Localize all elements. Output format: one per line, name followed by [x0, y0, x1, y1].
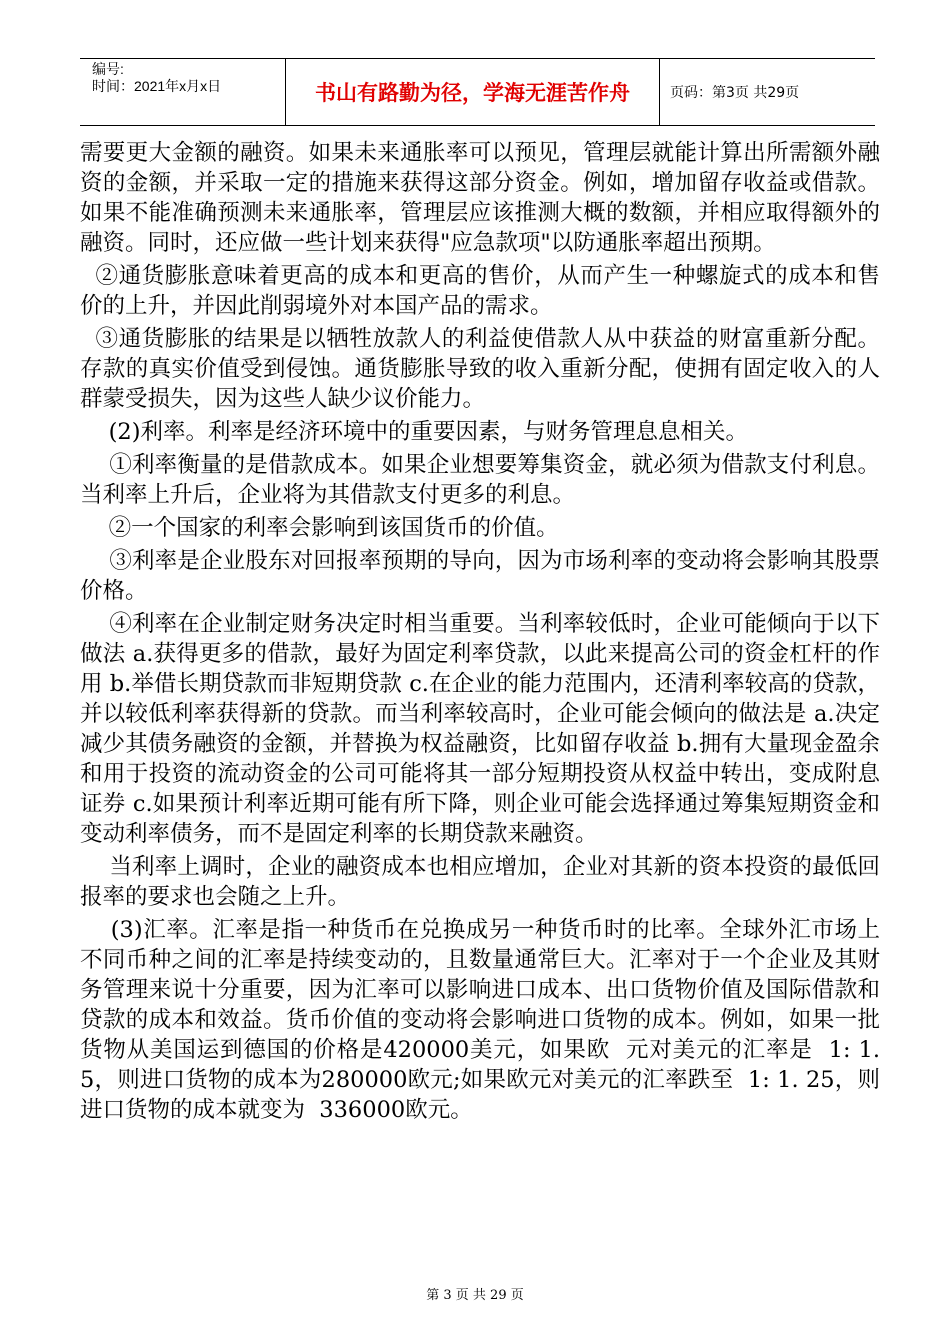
- paragraph: ③利率是企业股东对回报率预期的导向，因为市场利率的变动将会影响其股票价格。: [80, 548, 880, 604]
- paragraph: ③通货膨胀的结果是以牺牲放款人的利益使借款人从中获益的财富重新分配。存款的真实价值受到侵蚀。通货膨胀导致的收入重新分配，使拥有固定收入的人群蒙受损失，因为这些人缺少议价能力。: [80, 326, 880, 412]
- page-header: [80, 58, 875, 126]
- document-body: [80, 138, 888, 1128]
- paragraph: ④利率在企业制定财务决定时相当重要。当利率较低时，企业可能倾向于以下做法 a.获得更多的借款，最好为固定利率贷款，以此来提高公司的资金杠杆的作用 b.举借长期贷款而非短期贷款 c.在企业的能力范围内，还清利率较高的贷款，并以较低利率获得新的贷款。而当利率较高时，企业可能会倾向的做法是 a.决定减少其债务融资的金额，并替换为权益融资，比如留存收益 b.拥有大量现金盈余和用于投资的流动资金的公司可能将其一部分短期投资从权益中转出，变成附息证券 c.如果预计利率近期可能有所下降，则企业可能会选择通过筹集短期资金和变动利率债务，而不是固定利率的长期贷款来融资。: [80, 611, 880, 847]
- header-meta: [80, 59, 285, 125]
- paragraph: 当利率上调时，企业的融资成本也相应增加，企业对其新的资本投资的最低回报率的要求也会随之上升。: [80, 854, 880, 910]
- paragraph: ①利率衡量的是借款成本。如果企业想要筹集资金，就必须为借款支付利息。当利率上升后，企业将为其借款支付更多的利息。: [80, 452, 880, 508]
- page-footer: 第 3 页 共 29 页: [426, 1288, 524, 1303]
- document-time-label: 时间：2021年x月x日: [92, 78, 222, 94]
- paragraph: (3)汇率。汇率是指一种货币在兑换成另一种货币时的比率。全球外汇市场上不同币种之间的汇率是持续变动的，且数量通常巨大。汇率对于一个企业及其财务管理来说十分重要，因为汇率可以影响进口成本、出口货物价值及国际借款和贷款的成本和效益。货币价值的变动将会影响进口货物的成本。例如，如果一批货物从美国运到德国的价格是420000美元，如果欧 元对美元的汇率是 1: 1. 5，则进口货物的成本为280000欧元;如果欧元对美元的汇率跌至 1: 1. 25，则进口货物的成本就变为 336000欧元。: [80, 917, 888, 1123]
- header-motto: 书山有路勤为径，学海无涯苦作舟: [285, 59, 660, 125]
- paragraph: ②一个国家的利率会影响到该国货币的价值。: [80, 515, 559, 541]
- paragraph: (2)利率。利率是经济环境中的重要因素，与财务管理息息相关。: [80, 419, 748, 445]
- header-page-info: 页码：第3页 共29页: [670, 85, 800, 101]
- paragraph: ②通货膨胀意味着更高的成本和更高的售价，从而产生一种螺旋式的成本和售价的上升，并因此削弱境外对本国产品的需求。: [80, 263, 880, 319]
- paragraph: 需要更大金额的融资。如果未来通胀率可以预见，管理层就能计算出所需额外融资的金额，并采取一定的措施来获得这部分资金。例如，增加留存收益或借款。如果不能准确预测未来通胀率，管理层应该推测大概的数额，并相应取得额外的融资。同时，还应做一些计划来获得"应急款项"以防通胀率超出预期。: [80, 140, 880, 256]
- document-number-label: 编号:: [92, 61, 124, 77]
